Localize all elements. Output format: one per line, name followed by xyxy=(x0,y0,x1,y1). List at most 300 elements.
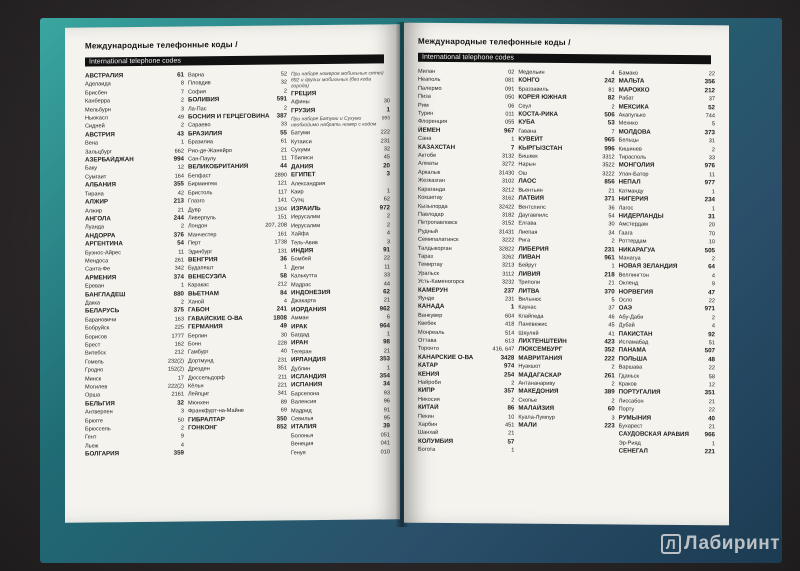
entry-name: ПОЛЬША xyxy=(618,355,648,363)
entry-name: Дубай xyxy=(618,322,635,329)
entry-name: ЛЮКСЕМБУРГ xyxy=(518,345,563,354)
entry-name: ЛИВИЯ xyxy=(518,270,541,278)
entry-code: 52 xyxy=(708,103,715,111)
entry-code: 221 xyxy=(277,382,287,389)
entry-name: КЫРГЫЗСТАН xyxy=(518,144,563,152)
entry-name: Яунде xyxy=(418,295,435,302)
entry-name: Берлин xyxy=(188,332,208,340)
entry-code: 1 xyxy=(180,282,184,289)
entry-name: Льеж xyxy=(85,443,99,450)
entry-name: Алжир xyxy=(85,207,102,215)
entry-name: КАНАРСКИЕ О-ВА xyxy=(418,353,474,361)
entry-code: 971 xyxy=(704,305,715,313)
entry-code: 21 xyxy=(608,188,615,195)
entry-name: София xyxy=(188,89,206,96)
entry-code: 30 xyxy=(383,98,390,105)
entry-code: 12 xyxy=(177,164,184,172)
entry-code: 604 xyxy=(504,313,515,320)
entry-name: Лондон xyxy=(188,223,208,230)
entry-name: Пекин xyxy=(418,413,434,420)
entry-name: МОНГОЛИЯ xyxy=(618,161,655,170)
entry-name: Генуя xyxy=(291,449,306,457)
entry-code: 131 xyxy=(277,247,287,255)
entry-code: 7 xyxy=(611,129,615,136)
entry-code: 2 xyxy=(711,256,715,263)
entry-code: 98 xyxy=(383,338,390,346)
country-row xyxy=(85,450,184,459)
entry-code: 22 xyxy=(708,298,715,305)
entry-code: 994 xyxy=(173,155,184,163)
entry-name: Рабат xyxy=(618,95,634,102)
entry-name: КОРЕЯ ЮЖНАЯ xyxy=(518,93,567,102)
country-row xyxy=(188,423,287,432)
entry-code: 81 xyxy=(608,87,615,94)
entry-name: Барселона xyxy=(291,390,320,398)
entry-code: 261 xyxy=(604,371,615,380)
entry-code: 3232 xyxy=(501,279,515,286)
entry-code: 965 xyxy=(604,136,615,144)
entry-name: Антверпен xyxy=(85,409,113,416)
entry-name: РУМЫНИЯ xyxy=(618,414,652,422)
entry-code: 212 xyxy=(174,349,184,357)
entry-name: Дувр xyxy=(188,206,201,213)
entry-code: 61 xyxy=(177,71,184,79)
entry-name: ЛИТВА xyxy=(518,287,540,295)
entry-name: НИДЕРЛАНДЫ xyxy=(618,212,664,220)
entry-name: Севилья xyxy=(291,416,314,423)
entry-code: 6 xyxy=(386,314,390,321)
entry-name: Болонья xyxy=(291,432,314,440)
entry-code: 31431 xyxy=(498,229,515,236)
entry-code: 37 xyxy=(708,96,715,103)
entry-code: 22 xyxy=(708,407,715,414)
entry-name: Окленд xyxy=(618,280,639,287)
entry-name: Караганда xyxy=(418,186,446,193)
entry-name: ВЬЕТНАМ xyxy=(188,289,219,298)
entry-name: АНДОРРА xyxy=(85,231,116,240)
left-page-header xyxy=(85,38,388,68)
entry-code: 54 xyxy=(608,213,615,220)
entry-name: ГОНКОНГ xyxy=(188,424,218,432)
entry-code: 351 xyxy=(704,389,715,397)
entry-code: 57 xyxy=(507,438,515,446)
entry-name: Дортмунд xyxy=(188,358,214,365)
entry-name: Сумгаит xyxy=(85,174,107,181)
right-column-1 xyxy=(418,68,514,456)
entry-code: 2 xyxy=(386,222,390,229)
entry-code: 3 xyxy=(386,170,390,178)
country-row xyxy=(619,448,715,457)
entry-name: Кёльн xyxy=(188,383,204,390)
entry-code: 41 xyxy=(608,330,615,338)
entry-code: 21 xyxy=(383,297,390,304)
entry-name: Торонто xyxy=(418,346,440,353)
entry-name: МАВРИТАНИЯ xyxy=(518,354,563,362)
entry-name: Джакарта xyxy=(291,298,316,305)
entry-name: Лейпциг xyxy=(188,391,210,398)
entry-code: 2 xyxy=(611,104,615,111)
entry-name: Дюссельдорф xyxy=(188,374,225,382)
entry-code: 96 xyxy=(383,398,390,405)
entry-name: МАДАГАСКАР xyxy=(518,371,562,379)
entry-code: 241 xyxy=(276,305,287,313)
entry-name: Вентспилс xyxy=(518,204,546,211)
entry-name: Бельцы xyxy=(618,137,639,144)
entry-code: 995 xyxy=(381,115,390,122)
entry-code: 2 xyxy=(511,397,515,404)
entry-name: Венеция xyxy=(291,441,314,448)
entry-name: Буэнос-Айрес xyxy=(85,249,121,257)
entry-name: Аделаида xyxy=(85,81,111,88)
entry-name: ПАНАМА xyxy=(618,346,647,355)
entry-code: 354 xyxy=(379,372,390,380)
left-column-3 xyxy=(291,69,390,457)
entry-name: Кокшетау xyxy=(418,194,443,202)
entry-name: ГИБРАЛТАР xyxy=(188,415,225,424)
entry-code: 31 xyxy=(708,213,715,221)
entry-name: Калькутта xyxy=(291,273,318,280)
entry-name: ЛАОС xyxy=(518,177,537,186)
entry-code: 1 xyxy=(386,331,390,338)
entry-code: 051 xyxy=(380,432,390,439)
entry-name: Турин xyxy=(418,110,434,117)
entry-name: Бонн xyxy=(188,341,201,348)
entry-name: Тель-Авив xyxy=(291,239,318,246)
entry-code: 222(2) xyxy=(167,383,184,390)
entry-code: 32422 xyxy=(498,203,515,211)
entry-code: 58 xyxy=(280,272,287,280)
entry-code: 30 xyxy=(280,332,287,339)
entry-name: Нуакшот xyxy=(518,363,541,370)
entry-code: 3222 xyxy=(501,237,515,244)
entry-name: ИНДИЯ xyxy=(291,247,314,255)
entry-code: 212 xyxy=(704,87,715,95)
entry-name: Богота xyxy=(418,446,436,454)
entry-code: 231 xyxy=(604,245,615,253)
entry-code: 89 xyxy=(280,399,287,406)
entry-code: 152(2) xyxy=(167,366,184,373)
entry-name: ИОРДАНИЯ xyxy=(291,305,327,314)
entry-name: Бухарест xyxy=(618,423,643,430)
entry-name: БРАЗИЛИЯ xyxy=(188,129,223,138)
entry-name: ЙЕМЕН xyxy=(418,126,441,134)
entry-code: 744 xyxy=(705,113,715,120)
entry-name: Алматы xyxy=(418,161,439,168)
entry-name: Бейрут xyxy=(518,262,537,270)
entry-name: Триполи xyxy=(518,279,541,286)
right-title-ru: Международные телефонные коды / xyxy=(418,36,571,48)
entry-code: 225 xyxy=(174,324,184,331)
entry-code: 2 xyxy=(711,146,715,153)
entry-code: 2161 xyxy=(171,391,184,399)
entry-name: Мендоса xyxy=(85,258,109,265)
entry-name: Браззавиль xyxy=(518,86,549,93)
entry-code: 3 xyxy=(180,106,184,113)
entry-name: Мюнхен xyxy=(188,400,209,407)
entry-code: 55 xyxy=(280,129,287,137)
entry-name: Белфаст xyxy=(188,173,211,180)
entry-name: Батуми xyxy=(291,130,310,137)
entry-code: 2 xyxy=(511,380,515,387)
entry-name: ЛИБЕРИЯ xyxy=(518,245,549,253)
entry-code: 3162 xyxy=(501,195,515,202)
entry-code: 5 xyxy=(611,297,615,304)
entry-name: АНГОЛА xyxy=(85,215,111,223)
entry-code: 42 xyxy=(177,190,184,197)
entry-code: 2 xyxy=(180,299,184,306)
entry-name: Эдинбург xyxy=(188,248,213,255)
entry-name: Акапулько xyxy=(618,112,646,119)
entry-code: 856 xyxy=(604,178,615,186)
entry-name: Барановичи xyxy=(85,316,117,324)
entry-code: 3102 xyxy=(501,178,515,185)
entry-name: При наборе Батуми и Сухуми необходимо набрать номер с кодом xyxy=(291,115,377,129)
entry-name: АВСТРАЛИЯ xyxy=(85,72,124,80)
entry-name: Медельин xyxy=(518,69,545,76)
entry-name: Гамбург xyxy=(188,349,209,356)
entry-name: Тараз xyxy=(418,253,434,260)
entry-code: 62 xyxy=(383,196,390,203)
entry-name: Кишинев xyxy=(618,146,642,153)
entry-name: ЛАТВИЯ xyxy=(518,194,544,202)
entry-name: Квебек xyxy=(418,320,436,328)
entry-code: 1 xyxy=(711,441,715,448)
entry-code: 244 xyxy=(173,214,184,222)
entry-name: ИНДОНЕЗИЯ xyxy=(291,288,331,297)
entry-code: 49 xyxy=(177,114,184,121)
entry-code: 34 xyxy=(383,380,390,388)
labirint-watermark xyxy=(661,533,780,555)
entry-code: 2890 xyxy=(274,172,287,179)
entry-code: 51 xyxy=(708,340,715,347)
entry-name: Минск xyxy=(85,376,102,383)
entry-name: Борисов xyxy=(85,333,107,341)
entry-code: 54 xyxy=(177,239,184,247)
entry-code: 964 xyxy=(379,321,390,330)
entry-name: Лиссабон xyxy=(618,398,644,405)
entry-code: 45 xyxy=(383,154,390,161)
entry-code: 207, 208 xyxy=(265,222,287,229)
entry-name: Флоренция xyxy=(418,119,448,126)
entry-code: 972 xyxy=(379,204,390,212)
entry-name: Гавана xyxy=(518,128,537,135)
entry-code: 1 xyxy=(283,264,287,271)
entry-code: 20 xyxy=(708,222,715,229)
entry-name: ДАНИЯ xyxy=(291,162,314,171)
entry-code: 081 xyxy=(504,77,515,84)
entry-name: Актобе xyxy=(418,152,437,159)
entry-name: ОАЭ xyxy=(618,304,633,312)
entry-code: 3522 xyxy=(602,162,615,169)
entry-name: Роттердам xyxy=(618,238,647,245)
entry-code: 64 xyxy=(708,263,715,271)
entry-name: БАНГЛАДЕШ xyxy=(85,290,126,299)
right-code-columns xyxy=(418,68,715,457)
entry-code: 9 xyxy=(180,433,184,441)
entry-code: 141 xyxy=(277,197,287,204)
entry-name: Талдыкорган xyxy=(418,245,452,252)
entry-name: КЕНИЯ xyxy=(418,370,440,378)
entry-code: 1 xyxy=(711,188,715,195)
city-row xyxy=(418,446,514,455)
entry-name: МАРОККО xyxy=(618,86,650,94)
entry-code: 3 xyxy=(611,415,615,422)
entry-code: 7 xyxy=(510,144,515,152)
entry-code: 353 xyxy=(379,355,390,363)
entry-code: 1777 xyxy=(171,333,184,340)
entry-code: 221 xyxy=(704,448,715,456)
entry-name: ИРЛАНДИЯ xyxy=(291,356,326,364)
entry-code: 212 xyxy=(277,281,287,288)
entry-code: 44 xyxy=(383,280,390,287)
entry-name: ГРЕЦИЯ xyxy=(291,90,317,98)
entry-name: Брюссель xyxy=(85,426,111,433)
entry-name: Шанхай xyxy=(418,430,439,437)
entry-code: 10 xyxy=(708,239,715,246)
entry-name: Сухуми xyxy=(291,147,311,154)
entry-name: Гданьск xyxy=(618,373,639,380)
entry-name: ИСПАНИЯ xyxy=(291,381,323,389)
entry-code: 44 xyxy=(280,162,287,170)
entry-code: 341 xyxy=(277,390,287,397)
entry-name: Найроби xyxy=(418,379,441,386)
entry-name: Вильнюс xyxy=(518,296,542,303)
entry-code: 351 xyxy=(277,365,287,372)
entry-code: 3428 xyxy=(500,354,515,362)
entry-name: ГРУЗИЯ xyxy=(291,106,316,115)
entry-code: 2 xyxy=(611,364,615,371)
entry-code: 966 xyxy=(704,431,715,439)
entry-code: 5 xyxy=(711,121,715,128)
entry-code: 22 xyxy=(708,365,715,372)
entry-code: 514 xyxy=(504,330,515,337)
entry-name: Варшава xyxy=(618,364,643,371)
entry-name: КАНАДА xyxy=(418,303,445,311)
country-row xyxy=(518,94,614,103)
entry-code: 1808 xyxy=(273,314,287,322)
entry-code: 21 xyxy=(280,147,287,154)
entry-code: 86 xyxy=(507,404,515,412)
entry-code: 3222 xyxy=(602,171,615,178)
entry-name: Палермо xyxy=(418,85,442,92)
entry-code: 228 xyxy=(277,340,287,347)
entry-name: Бомбей xyxy=(291,256,311,263)
entry-code: 231 xyxy=(277,357,287,364)
entry-name: Мадрид xyxy=(291,407,312,415)
entry-name: Кутаиси xyxy=(291,138,312,146)
entry-name: ВЕЛИКОБРИТАНИЯ xyxy=(188,163,249,171)
entry-code: 3152 xyxy=(501,220,515,227)
entry-code: 9 xyxy=(711,281,715,288)
entry-code: 2 xyxy=(711,315,715,322)
entry-name: Ванкувер xyxy=(418,312,443,319)
entry-code: 1304 xyxy=(274,205,287,213)
entry-code: 356 xyxy=(704,78,715,86)
entry-name: Милан xyxy=(418,68,436,75)
entry-code: 22 xyxy=(383,255,390,262)
entry-code: 36 xyxy=(280,255,287,263)
entry-code: 1738 xyxy=(274,239,287,246)
labirint-logo-icon: Л xyxy=(661,534,681,554)
entry-name: Порту xyxy=(618,406,635,413)
entry-code: 451 xyxy=(504,422,515,429)
entry-code: 52 xyxy=(280,71,287,78)
entry-code: 2 xyxy=(180,425,184,432)
entry-code: 43 xyxy=(177,130,184,138)
entry-name: Багдад xyxy=(291,332,310,339)
entry-name: Брест xyxy=(85,342,101,349)
entry-code: 261 xyxy=(174,257,184,264)
entry-code: 234 xyxy=(704,196,715,204)
entry-code: 213 xyxy=(173,197,184,205)
entry-code: 3213 xyxy=(501,262,515,269)
country-row xyxy=(518,422,614,431)
entry-name: АЛБАНИЯ xyxy=(85,181,116,189)
entry-code: 32 xyxy=(177,399,184,407)
entry-code: 60 xyxy=(607,405,615,413)
entry-code: 11 xyxy=(178,249,184,256)
entry-name: Сан-Паулу xyxy=(188,156,216,163)
entry-code: 242 xyxy=(604,77,615,85)
entry-name: Брюгге xyxy=(85,418,104,425)
entry-name: АЛЖИР xyxy=(85,198,109,206)
entry-name: Тегеран xyxy=(291,348,312,356)
entry-code: 3312 xyxy=(602,154,615,161)
entry-code: 055 xyxy=(504,119,515,126)
entry-name: АЗЕРБАЙДЖАН xyxy=(85,156,134,164)
entry-name: МАКЕДОНИЯ xyxy=(518,388,559,396)
entry-name: Антананариву xyxy=(518,380,556,387)
entry-name: Александрия xyxy=(291,180,326,188)
entry-name: Абу-Даби xyxy=(618,314,644,321)
right-column-3 xyxy=(619,69,715,457)
entry-code: 50 xyxy=(177,417,184,424)
entry-name: Манчестер xyxy=(188,231,217,239)
entry-name: Дрезден xyxy=(188,366,210,373)
entry-code: 4 xyxy=(711,273,715,280)
entry-name: Дублин xyxy=(291,365,311,372)
entry-name: Бристоль xyxy=(188,189,213,197)
entry-code: 976 xyxy=(704,162,715,170)
entry-code: 1 xyxy=(386,106,390,114)
entry-code: 48 xyxy=(708,356,715,364)
entry-name: Сана xyxy=(418,135,432,143)
entry-name: Дели xyxy=(291,264,305,272)
entry-name: Темиртау xyxy=(418,262,443,269)
entry-name: МАЛАЙЗИЯ xyxy=(518,404,555,413)
entry-code: 231 xyxy=(380,137,390,145)
entry-name: Афины xyxy=(291,99,310,106)
entry-code: 06 xyxy=(508,103,515,110)
entry-code: 376 xyxy=(173,231,184,239)
entry-code: 32 xyxy=(383,146,390,153)
entry-name: Пиза xyxy=(418,93,431,101)
watermark-text: Лабиринт xyxy=(684,533,780,554)
entry-code: 91 xyxy=(383,406,390,414)
entry-code: 3 xyxy=(180,408,184,415)
entry-name: Улан-Батор xyxy=(618,171,649,178)
entry-name: Даугавпилс xyxy=(518,212,549,219)
entry-name: МЕКСИКА xyxy=(618,103,649,111)
entry-code: 355 xyxy=(173,180,184,188)
entry-code: 70 xyxy=(708,230,715,238)
entry-name: Ханой xyxy=(188,299,205,306)
entry-code: 222 xyxy=(380,129,390,136)
entry-code: 62 xyxy=(383,288,390,296)
entry-name: Дакка xyxy=(85,300,101,307)
entry-code: 374 xyxy=(173,273,184,281)
entry-code: 162 xyxy=(174,341,184,348)
